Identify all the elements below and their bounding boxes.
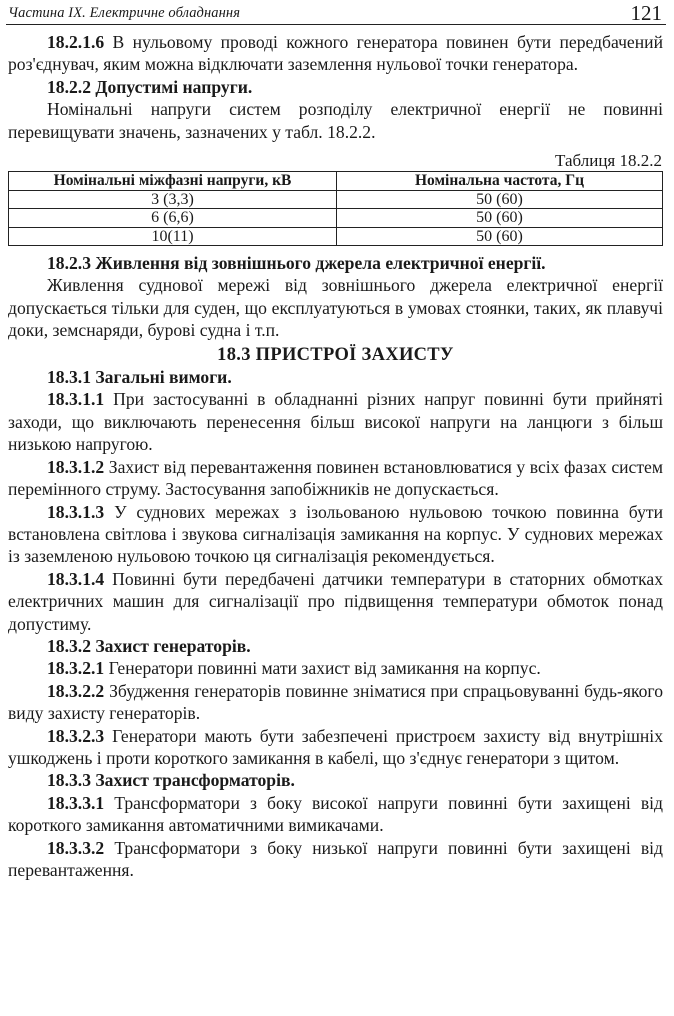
clause-text: В нульовому проводі кожного генератора повинен бути передбачений роз'єднувач, яким можна відключати заземлення нульової точки генератора.: [8, 32, 663, 75]
paragraph-18-2-2: Номінальні напруги систем розподілу електричної енергії не повинні перевищувати значень, зазначених у табл. 18.2.2.: [8, 99, 663, 142]
clause-text: Збудження генераторів повинне зніматися при спрацьовуванні будь-якого виду захисту генераторів.: [8, 680, 663, 724]
table-row: [9, 190, 663, 209]
paragraph-18-3-3-1: [8, 792, 663, 837]
column-header-frequency: Номінальна частота, Гц: [337, 172, 663, 191]
table-row: [9, 227, 663, 246]
voltage-frequency-table: [8, 171, 663, 246]
table-cell-frequency: 50 (60): [337, 209, 663, 228]
paragraph-18-2-3: Живлення суднової мережі від зовнішнього джерела електричної енергії допускається тільки для суден, що експлуатуються в умовах стоянки, таких, як плавучі доки, земснаряди, бурові судна і т.п.: [8, 275, 663, 341]
table-cell-voltage: 10(11): [9, 227, 337, 246]
table-header-row: [9, 172, 663, 191]
table-cell-frequency: 50 (60): [337, 227, 663, 246]
clause-text: Генератори повинні мати захист від замикання на корпус.: [108, 658, 541, 679]
paragraph-18-3-1-1: [8, 388, 663, 455]
clause-number: 18.3.3.2: [47, 837, 105, 858]
clause-number: 18.3.1.4: [47, 568, 105, 589]
table-caption: Таблиця 18.2.2: [555, 151, 662, 171]
header-title: Частина IX. Електричне обладнання: [8, 5, 241, 21]
column-header-voltage: Номінальні міжфазні напруги, кВ: [9, 172, 337, 191]
clause-number: 18.3.2.2: [47, 680, 105, 701]
paragraph-18-3-3-2: [8, 837, 663, 882]
page-number: 121: [630, 1, 662, 25]
clause-text: При застосуванні в обладнанні різних напруг повинні бути прийняті заходи, що виключають перенесення більш високої напруги на ланцюги з більш низькою напругою.: [8, 389, 664, 455]
section-title-18-3: 18.3 ПРИСТРОЇ ЗАХИСТУ: [217, 344, 454, 365]
clause-number: 18.3.1.1: [47, 389, 105, 410]
paragraph-18-3-2-3: [8, 725, 663, 770]
clause-text: Генератори мають бути забезпечені пристроєм захисту від внутрішніх ушкоджень і проти короткого замикання в кабелі, що з'єднує генератори з щитом.: [8, 725, 663, 768]
table-cell-voltage: 6 (6,6): [9, 209, 337, 228]
document-body: [8, 31, 663, 881]
clause-number: 18.3.1.3: [47, 501, 105, 522]
subheading-18-3-1: 18.3.1 Загальні вимоги.: [47, 367, 232, 388]
clause-number: 18.3.2.3: [47, 725, 105, 746]
clause-text: Повинні бути передбачені датчики температури в статорних обмотках електричних машин для сигналізації про підвищення температури обмоток понад допустиму.: [8, 568, 664, 634]
clause-text: Трансформатори з боку високої напруги повинні бути захищені від короткого замикання автоматичними вимикачами.: [8, 792, 663, 836]
clause-number: 18.3.3.1: [47, 792, 105, 813]
subheading-18-3-2: 18.3.2 Захист генераторів.: [47, 635, 251, 656]
paragraph-18-3-2-2: [8, 680, 663, 725]
clause-number: 18.3.2.1: [47, 658, 105, 679]
paragraph-18-3-1-4: [8, 568, 663, 635]
table-cell-voltage: 3 (3,3): [9, 190, 337, 209]
paragraph-18-3-1-2: [8, 456, 663, 501]
table-row: [9, 209, 663, 228]
clause-number: 18.2.1.6: [47, 32, 105, 52]
table-cell-frequency: 50 (60): [337, 190, 663, 209]
running-header: [6, 2, 666, 25]
subheading-18-2-2: 18.2.2 Допустимі напруги.: [47, 76, 253, 97]
subheading-18-3-3: 18.3.3 Захист трансформаторів.: [47, 770, 295, 791]
subheading-18-2-3: 18.2.3 Живлення від зовнішнього джерела електричної енергії.: [47, 253, 546, 274]
paragraph-18-3-1-3: [8, 501, 663, 568]
paragraph-18-3-2-1: [8, 657, 663, 679]
clause-text: Трансформатори з боку низької напруги повинні бути захищені від перевантаження.: [8, 837, 663, 880]
clause-number: 18.3.1.2: [47, 456, 105, 477]
clause-text: У суднових мережах з ізольованою нульовою точкою повинна бути встановлена світлова і звукова сигналізація замикання на корпус. У суднових мережах із заземленою нульовою точкою ця сигналізація рекомендується.: [8, 501, 663, 567]
paragraph-18-2-1-6: [8, 31, 663, 76]
clause-text: Захист від перевантаження повинен встановлюватися у всіх фазах систем перемінного струму. Застосування запобіжників не допускається.: [8, 456, 663, 500]
